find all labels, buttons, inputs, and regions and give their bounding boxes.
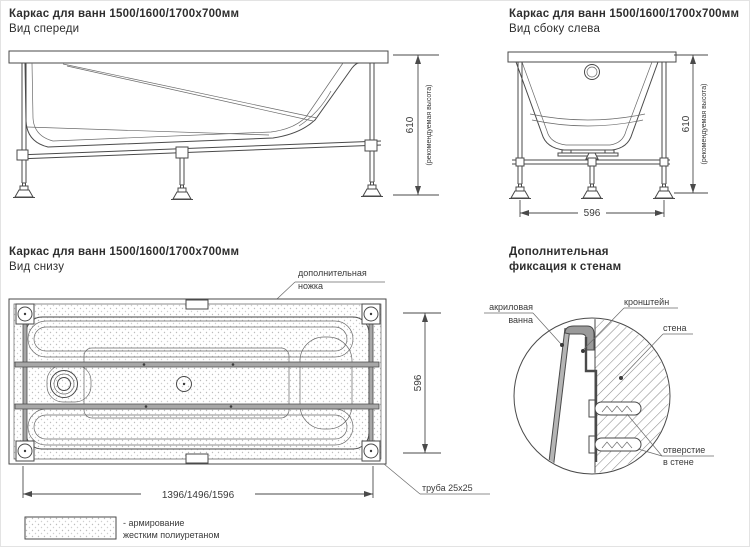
bottom-view-title-line2: Вид снизу xyxy=(9,261,65,273)
side-height-dimension xyxy=(674,55,708,193)
front-dim-height: 610 xyxy=(405,116,416,134)
side-view-drawing xyxy=(496,41,750,246)
fixation-detail-drawing xyxy=(481,284,750,519)
front-frame xyxy=(13,63,383,200)
hole-label-line1: отверстие xyxy=(663,445,706,455)
front-height-dimension xyxy=(393,55,439,195)
front-view-title-line2: Вид спереди xyxy=(9,23,80,35)
front-view-title-line1: Каркас для ванн 1500/1600/1700x700мм xyxy=(9,8,240,20)
front-view-title xyxy=(9,7,239,37)
side-bath-rim xyxy=(508,52,676,62)
legend xyxy=(25,517,220,540)
bracket-label: кронштейн xyxy=(624,297,670,307)
extra-leg-label xyxy=(298,267,367,293)
wall-label: стена xyxy=(663,323,687,333)
bottom-dim-length: 1396/1496/1596 xyxy=(161,490,235,501)
side-view-title-line2: Вид сбоку слева xyxy=(509,23,601,35)
top-notch xyxy=(186,300,208,309)
bottom-depth-dimension xyxy=(403,313,441,453)
front-bath-bowl xyxy=(25,63,359,147)
tube-label-group xyxy=(384,464,490,494)
legend-swatch xyxy=(25,517,116,539)
fixation-title-line1: Дополнительная xyxy=(509,246,609,258)
legend-text-line1: - армирование xyxy=(123,518,185,528)
acrylic-bath-label-group xyxy=(484,302,564,347)
side-view-title-line1: Каркас для ванн 1500/1600/1700x700мм xyxy=(509,8,740,20)
bottom-dim-depth: 596 xyxy=(413,374,424,392)
side-width-dimension xyxy=(520,200,664,219)
extra-leg-label-line2: ножка xyxy=(298,281,324,291)
fixation-title-line2: фиксация к стенам xyxy=(509,261,622,273)
bottom-view-drawing xyxy=(1,259,498,547)
bottom-view-title-line1: Каркас для ванн 1500/1600/1700x700мм xyxy=(9,246,240,258)
hole-label-line2: в стене xyxy=(663,457,694,467)
acrylic-bath-label-line1: акриловая xyxy=(489,302,533,312)
bath-rim-section xyxy=(565,326,594,350)
legend-text-line2: жестким полиуретаном xyxy=(123,530,220,540)
side-dim-width: 596 xyxy=(583,208,601,219)
side-view-title xyxy=(509,7,739,37)
side-dim-height-note: (рекомендуемая высота) xyxy=(701,83,708,165)
extra-leg-label-line1: дополнительная xyxy=(298,268,367,278)
front-dim-height-note: (рекомендуемая высота) xyxy=(426,84,433,166)
side-bath-bowl xyxy=(516,62,658,150)
acrylic-bath-label-line2: ванна xyxy=(508,315,533,325)
bath-wall-section xyxy=(548,328,570,470)
side-dim-height: 610 xyxy=(681,115,692,133)
bottom-notch xyxy=(186,454,208,463)
front-view-drawing xyxy=(1,41,461,246)
fixation-title xyxy=(509,245,621,275)
tube-label: труба 25x25 xyxy=(422,483,473,493)
front-bath-rim xyxy=(9,51,388,63)
bottom-length-dimension xyxy=(23,466,373,501)
